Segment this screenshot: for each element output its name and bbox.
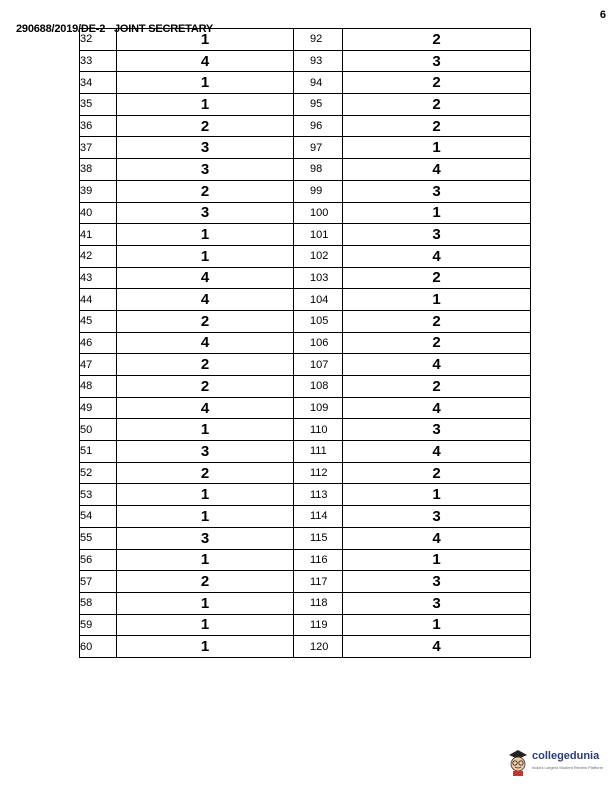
answer-cell: 4 xyxy=(343,441,531,463)
question-number-cell: 44 xyxy=(80,289,117,311)
question-number-cell: 95 xyxy=(294,94,343,116)
answer-cell: 2 xyxy=(343,462,531,484)
table-row xyxy=(80,484,531,506)
table-row xyxy=(80,332,531,354)
answer-cell: 4 xyxy=(343,397,531,419)
question-number-cell: 104 xyxy=(294,289,343,311)
answer-cell: 1 xyxy=(343,137,531,159)
answer-cell: 1 xyxy=(343,484,531,506)
question-number-cell: 33 xyxy=(80,50,117,72)
question-number-cell: 102 xyxy=(294,245,343,267)
document-code: 290688/2019/DE-2 xyxy=(16,23,106,35)
answer-cell: 3 xyxy=(117,527,294,549)
question-number-cell: 48 xyxy=(80,376,117,398)
question-number-cell: 92 xyxy=(294,29,343,51)
answer-cell: 2 xyxy=(343,376,531,398)
answer-cell: 1 xyxy=(117,484,294,506)
answer-cell: 1 xyxy=(343,289,531,311)
answer-cell: 3 xyxy=(117,202,294,224)
answer-cell: 4 xyxy=(343,245,531,267)
question-number-cell: 52 xyxy=(80,462,117,484)
question-number-cell: 97 xyxy=(294,137,343,159)
answer-cell: 3 xyxy=(343,224,531,246)
answer-cell: 2 xyxy=(343,72,531,94)
table-row xyxy=(80,137,531,159)
answer-cell: 1 xyxy=(117,549,294,571)
question-number-cell: 101 xyxy=(294,224,343,246)
table-row xyxy=(80,419,531,441)
answer-cell: 2 xyxy=(117,354,294,376)
question-number-cell: 34 xyxy=(80,72,117,94)
question-number-cell: 32 xyxy=(80,29,117,51)
question-number-cell: 51 xyxy=(80,441,117,463)
question-number-cell: 39 xyxy=(80,180,117,202)
answer-cell: 1 xyxy=(117,506,294,528)
question-number-cell: 114 xyxy=(294,506,343,528)
question-number-cell: 45 xyxy=(80,310,117,332)
question-number-cell: 58 xyxy=(80,592,117,614)
answer-cell: 1 xyxy=(117,72,294,94)
question-number-cell: 53 xyxy=(80,484,117,506)
answer-key-body xyxy=(80,29,531,658)
answer-cell: 1 xyxy=(117,245,294,267)
question-number-cell: 98 xyxy=(294,159,343,181)
logo-brand: collegedunia xyxy=(532,750,600,762)
answer-cell: 2 xyxy=(117,571,294,593)
question-number-cell: 118 xyxy=(294,592,343,614)
table-row xyxy=(80,310,531,332)
answer-cell: 1 xyxy=(117,614,294,636)
mascot-icon xyxy=(506,748,530,776)
question-number-cell: 37 xyxy=(80,137,117,159)
answer-cell: 2 xyxy=(117,310,294,332)
answer-cell: 2 xyxy=(343,332,531,354)
table-row xyxy=(80,397,531,419)
question-number-cell: 54 xyxy=(80,506,117,528)
table-row xyxy=(80,289,531,311)
question-number-cell: 36 xyxy=(80,115,117,137)
question-number-cell: 55 xyxy=(80,527,117,549)
question-number-cell: 100 xyxy=(294,202,343,224)
question-number-cell: 120 xyxy=(294,636,343,658)
answer-cell: 2 xyxy=(117,376,294,398)
question-number-cell: 115 xyxy=(294,527,343,549)
question-number-cell: 116 xyxy=(294,549,343,571)
table-row xyxy=(80,376,531,398)
answer-cell: 3 xyxy=(117,441,294,463)
question-number-cell: 41 xyxy=(80,224,117,246)
answer-cell: 1 xyxy=(117,592,294,614)
answer-cell: 2 xyxy=(117,462,294,484)
answer-cell: 1 xyxy=(117,636,294,658)
table-row xyxy=(80,571,531,593)
table-row xyxy=(80,267,531,289)
question-number-cell: 117 xyxy=(294,571,343,593)
table-row xyxy=(80,592,531,614)
question-number-cell: 94 xyxy=(294,72,343,94)
table-row xyxy=(80,354,531,376)
logo-tagline: India's Largest Student Review Platform xyxy=(532,765,604,770)
table-row xyxy=(80,115,531,137)
answer-cell: 1 xyxy=(117,224,294,246)
question-number-cell: 49 xyxy=(80,397,117,419)
answer-cell: 3 xyxy=(343,506,531,528)
document-title: JOINT SECRETARY xyxy=(114,23,214,35)
question-number-cell: 38 xyxy=(80,159,117,181)
question-number-cell: 40 xyxy=(80,202,117,224)
answer-cell: 4 xyxy=(117,267,294,289)
answer-cell: 3 xyxy=(343,180,531,202)
table-row xyxy=(80,245,531,267)
table-row xyxy=(80,224,531,246)
answer-cell: 1 xyxy=(117,29,294,51)
question-number-cell: 119 xyxy=(294,614,343,636)
table-row xyxy=(80,50,531,72)
page-number: 6 xyxy=(599,9,606,21)
answer-cell: 3 xyxy=(343,571,531,593)
answer-cell: 2 xyxy=(343,94,531,116)
answer-cell: 4 xyxy=(117,50,294,72)
question-number-cell: 57 xyxy=(80,571,117,593)
question-number-cell: 93 xyxy=(294,50,343,72)
table-row xyxy=(80,527,531,549)
answer-cell: 2 xyxy=(343,115,531,137)
answer-cell: 4 xyxy=(117,289,294,311)
question-number-cell: 111 xyxy=(294,441,343,463)
table-row xyxy=(80,506,531,528)
table-row xyxy=(80,94,531,116)
answer-cell: 3 xyxy=(117,159,294,181)
table-row xyxy=(80,636,531,658)
answer-cell: 1 xyxy=(117,94,294,116)
collegedunia-logo xyxy=(506,746,606,780)
question-number-cell: 110 xyxy=(294,419,343,441)
question-number-cell: 105 xyxy=(294,310,343,332)
question-number-cell: 107 xyxy=(294,354,343,376)
question-number-cell: 43 xyxy=(80,267,117,289)
answer-cell: 3 xyxy=(117,137,294,159)
question-number-cell: 47 xyxy=(80,354,117,376)
answer-cell: 3 xyxy=(343,50,531,72)
question-number-cell: 96 xyxy=(294,115,343,137)
answer-cell: 2 xyxy=(343,267,531,289)
answer-cell: 4 xyxy=(343,354,531,376)
question-number-cell: 46 xyxy=(80,332,117,354)
table-row xyxy=(80,462,531,484)
answer-cell: 1 xyxy=(343,614,531,636)
answer-cell: 4 xyxy=(343,527,531,549)
table-row xyxy=(80,614,531,636)
question-number-cell: 112 xyxy=(294,462,343,484)
question-number-cell: 50 xyxy=(80,419,117,441)
question-number-cell: 42 xyxy=(80,245,117,267)
answer-cell: 2 xyxy=(343,310,531,332)
question-number-cell: 56 xyxy=(80,549,117,571)
answer-cell: 4 xyxy=(343,636,531,658)
question-number-cell: 113 xyxy=(294,484,343,506)
table-row xyxy=(80,72,531,94)
answer-cell: 2 xyxy=(117,115,294,137)
answer-cell: 3 xyxy=(343,592,531,614)
answer-cell: 1 xyxy=(343,202,531,224)
answer-key-table xyxy=(79,28,531,658)
table-row xyxy=(80,180,531,202)
table-row xyxy=(80,549,531,571)
answer-cell: 1 xyxy=(343,549,531,571)
question-number-cell: 103 xyxy=(294,267,343,289)
answer-cell: 4 xyxy=(343,159,531,181)
question-number-cell: 108 xyxy=(294,376,343,398)
answer-cell: 3 xyxy=(343,419,531,441)
answer-cell: 1 xyxy=(117,419,294,441)
answer-cell: 4 xyxy=(117,332,294,354)
answer-cell: 2 xyxy=(343,29,531,51)
answer-cell: 2 xyxy=(117,180,294,202)
question-number-cell: 35 xyxy=(80,94,117,116)
table-row xyxy=(80,441,531,463)
question-number-cell: 106 xyxy=(294,332,343,354)
table-row xyxy=(80,159,531,181)
table-row xyxy=(80,29,531,51)
question-number-cell: 59 xyxy=(80,614,117,636)
question-number-cell: 60 xyxy=(80,636,117,658)
answer-cell: 4 xyxy=(117,397,294,419)
question-number-cell: 109 xyxy=(294,397,343,419)
table-row xyxy=(80,202,531,224)
question-number-cell: 99 xyxy=(294,180,343,202)
